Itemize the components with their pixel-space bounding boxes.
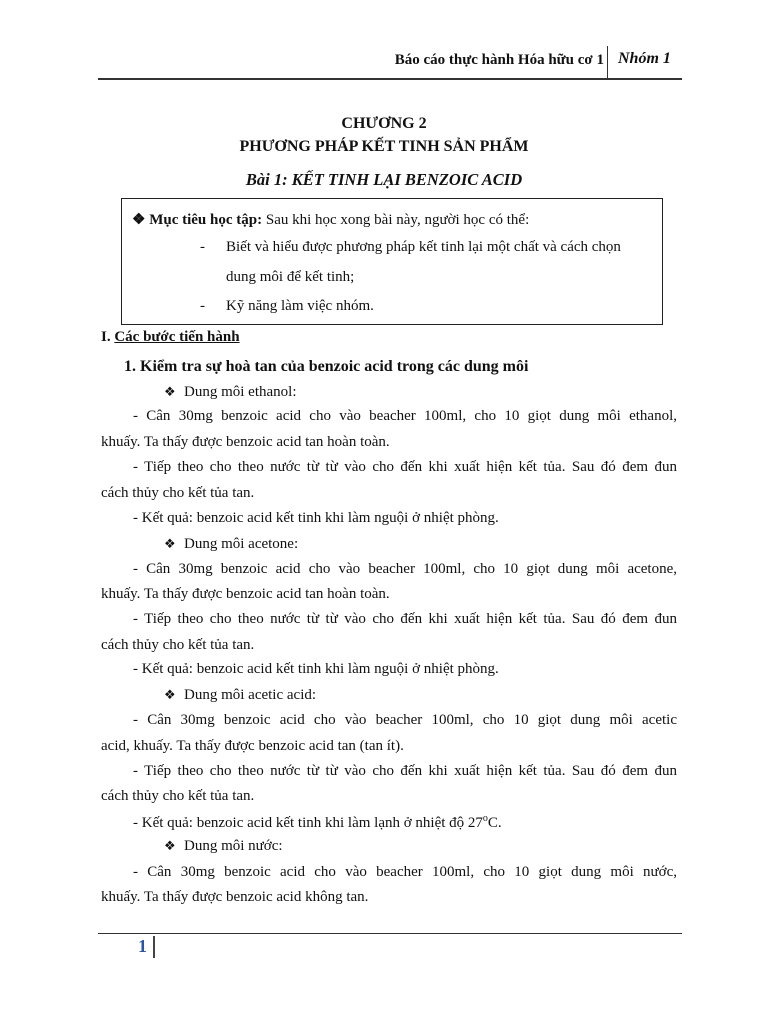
chapter-number: CHƯƠNG 2 (341, 115, 427, 132)
paragraph-line (101, 813, 677, 832)
subsection-heading: 1. Kiểm tra sự hoà tan của benzoic acid trong các dung môi (124, 358, 529, 375)
diamond-bullet-icon: ❖ (164, 688, 176, 703)
paragraph-line: cách thủy cho kết tủa tan. (101, 637, 255, 653)
paragraph-line: khuấy. Ta thấy được benzoic acid tan hoàn toàn. (101, 586, 390, 602)
solvent-name: Dung môi acetone: (184, 536, 299, 552)
objectives-intro: Sau khi học xong bài này, người học có thể: (265, 212, 530, 228)
paragraph-line: khuấy. Ta thấy được benzoic acid tan hoàn toàn. (101, 434, 390, 450)
paragraph-line: - Tiếp theo cho theo nước từ từ vào cho đến khi xuất hiện kết tủa. Sau đó đem đun (133, 763, 677, 779)
paragraph-line: - Cân 30mg benzoic acid cho vào beacher 100ml, cho 10 giọt dung môi acetone, (133, 561, 677, 577)
objectives-bullet-icon: ❖ (132, 212, 146, 228)
section-number: I. (101, 329, 111, 345)
paragraph-line: khuấy. Ta thấy được benzoic acid không tan. (101, 889, 369, 905)
result-text: - Kết quả: benzoic acid kết tinh khi làm lạnh ở nhiệt độ 27 (133, 815, 483, 831)
objective-item-cont: dung môi để kết tinh; (226, 269, 355, 285)
paragraph-line: - Cân 30mg benzoic acid cho vào beacher 100ml, cho 10 giọt dung môi ethanol, (133, 408, 677, 424)
paragraph-line: - Cân 30mg benzoic acid cho vào beacher 100ml, cho 10 giọt dung môi acetic (133, 712, 677, 728)
page-number-bar (153, 936, 155, 958)
section-heading (101, 329, 240, 346)
header-title: Báo cáo thực hành Hóa hữu cơ 1 (394, 52, 604, 68)
solvent-heading (164, 384, 297, 401)
paragraph-line: cách thủy cho kết tủa tan. (101, 485, 255, 501)
degree-superscript: o (482, 813, 488, 824)
objectives-box (121, 198, 663, 325)
page-number: 1 (138, 936, 147, 956)
paragraph-line: acid, khuấy. Ta thấy được benzoic acid tan (tan ít). (101, 738, 404, 754)
objectives-heading (132, 210, 529, 229)
footer-rule (98, 933, 682, 934)
lesson-title: Bài 1: KẾT TINH LẠI BENZOIC ACID (245, 170, 523, 189)
solvent-name: Dung môi acetic acid: (184, 687, 317, 703)
header-group: Nhóm 1 (618, 50, 671, 67)
paragraph-line: - Cân 30mg benzoic acid cho vào beacher 100ml, cho 10 giọt dung môi nước, (133, 864, 677, 880)
objectives-label: Mục tiêu học tập: (149, 212, 263, 228)
solvent-heading (164, 687, 316, 704)
objective-item: Biết và hiểu được phương pháp kết tinh lại một chất và cách chọn (226, 239, 621, 255)
chapter-title: PHƯƠNG PHÁP KẾT TINH SẢN PHẨM (239, 138, 529, 155)
paragraph-line: - Tiếp theo cho theo nước từ từ vào cho đến khi xuất hiện kết tủa. Sau đó đem đun (133, 459, 677, 475)
header-separator (607, 46, 608, 80)
paragraph-line: - Tiếp theo cho theo nước từ từ vào cho đến khi xuất hiện kết tủa. Sau đó đem đun (133, 611, 677, 627)
objective-dash: - (200, 239, 205, 255)
solvent-name: Dung môi ethanol: (184, 384, 297, 400)
paragraph-line: - Kết quả: benzoic acid kết tinh khi làm nguội ở nhiệt phòng. (133, 510, 499, 526)
diamond-bullet-icon: ❖ (164, 537, 176, 552)
solvent-name: Dung môi nước: (184, 838, 283, 854)
header-rule (98, 78, 682, 80)
paragraph-line: - Kết quả: benzoic acid kết tinh khi làm nguội ở nhiệt phòng. (133, 661, 499, 677)
section-title: Các bước tiến hành (114, 329, 240, 345)
solvent-heading (164, 838, 283, 855)
diamond-bullet-icon: ❖ (164, 839, 176, 854)
solvent-heading (164, 536, 298, 553)
paragraph-line: cách thủy cho kết tủa tan. (101, 788, 255, 804)
objective-item: Kỹ năng làm việc nhóm. (226, 298, 374, 314)
result-unit: C. (487, 815, 502, 831)
objective-dash: - (200, 298, 205, 314)
diamond-bullet-icon: ❖ (164, 385, 176, 400)
